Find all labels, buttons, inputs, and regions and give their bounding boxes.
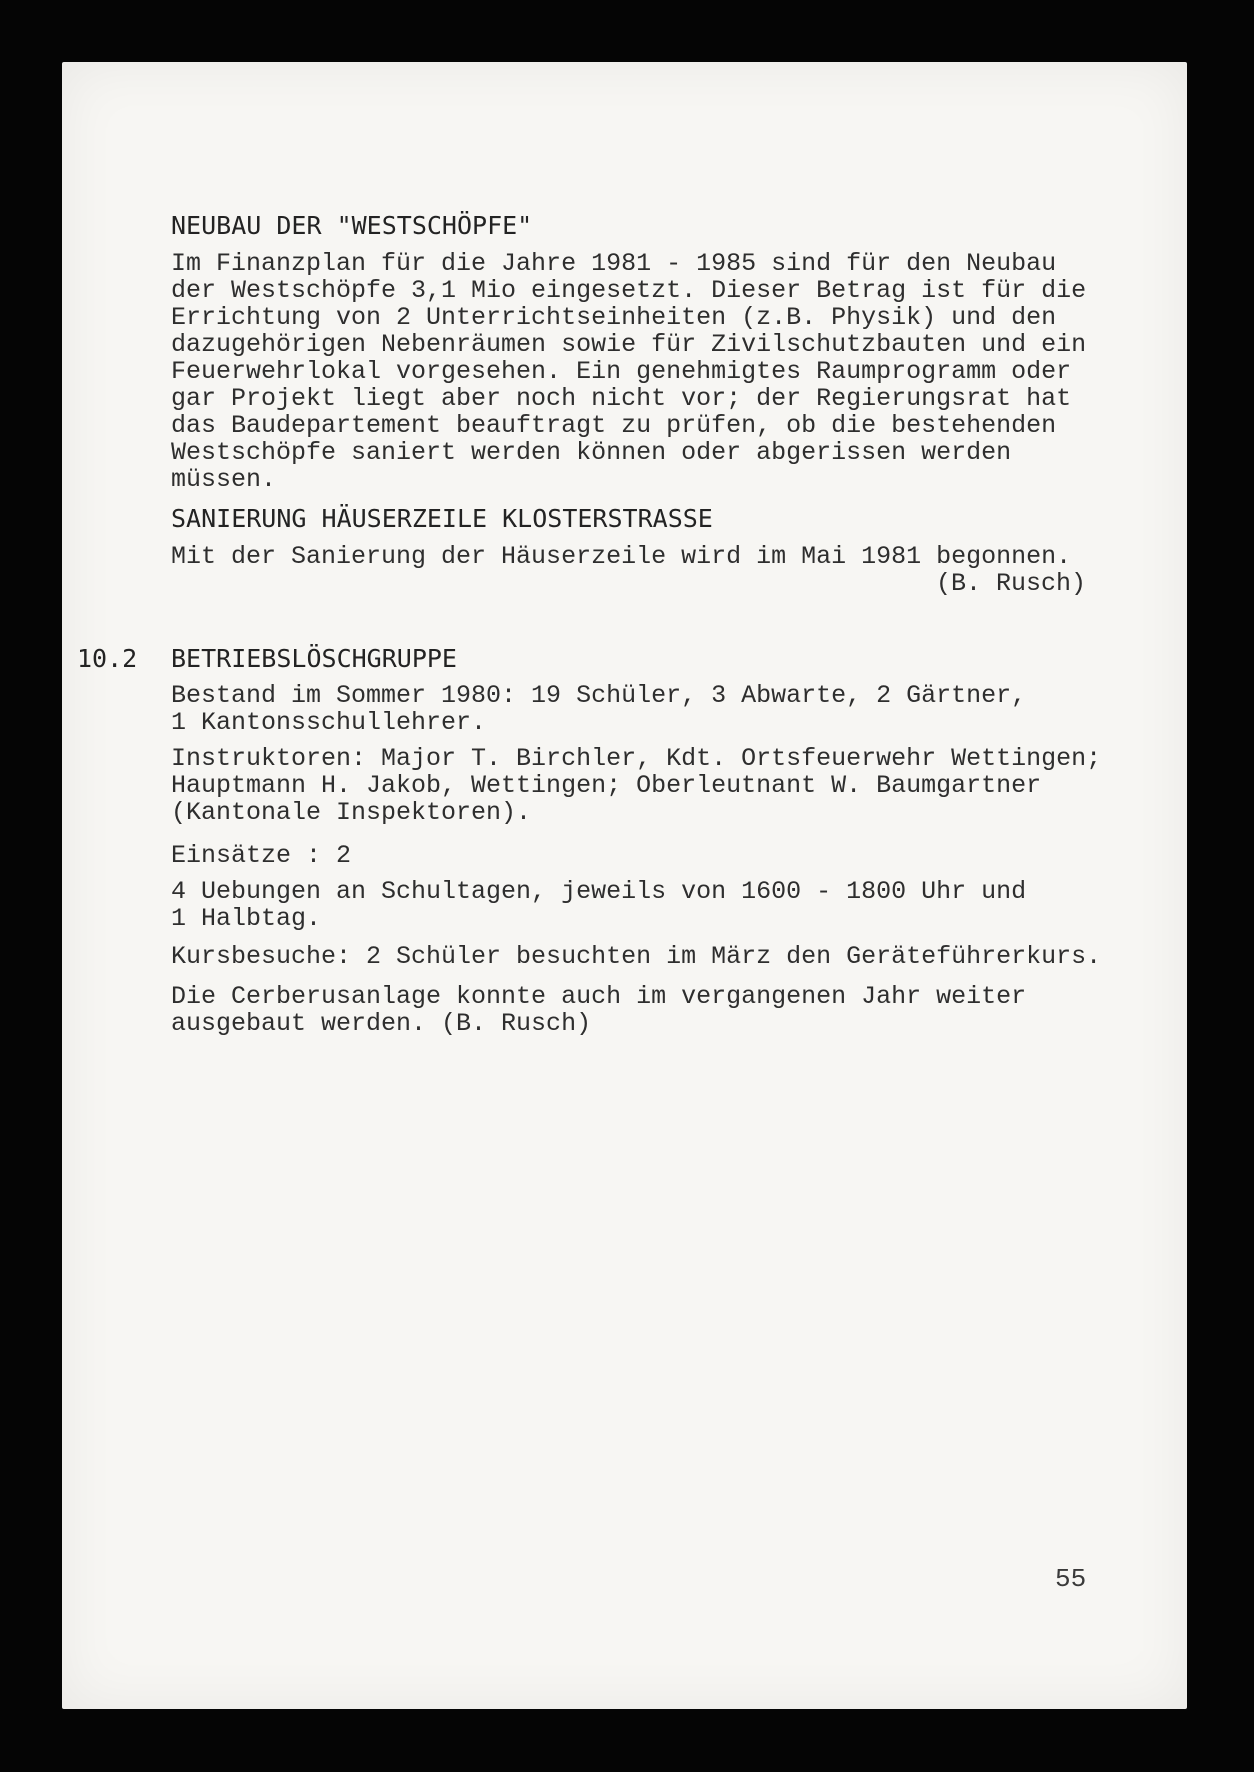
paragraph-sanierung — [171, 543, 1086, 597]
body-line: Hauptmann H. Jakob, Wettingen; Oberleutnant W. Baumgartner — [171, 771, 1042, 800]
body-line: das Baudepartement beauftragt zu prüfen, ob die bestehenden — [171, 411, 1057, 440]
body-line: Bestand im Sommer 1980: 19 Schüler, 3 Abwarte, 2 Gärtner, — [171, 681, 1027, 710]
page-number: 55 — [1055, 1564, 1087, 1594]
body-line: Feuerwehrlokal vorgesehen. Ein genehmigtes Raumprogramm oder — [171, 357, 1072, 386]
section-heading-betriebsloeschgruppe: BETRIEBSLÖSCHGRUPPE — [171, 644, 457, 673]
body-line: ausgebaut werden. (B. Rusch) — [171, 1009, 592, 1038]
paragraph-cerberus — [171, 983, 1086, 1037]
body-line: Einsätze : 2 — [171, 841, 352, 870]
body-line: Instruktoren: Major T. Birchler, Kdt. Ortsfeuerwehr Wettingen; — [171, 744, 1102, 773]
section-heading-neubau: NEUBAU DER "WESTSCHÖPFE" — [171, 211, 533, 240]
paragraph-uebungen — [171, 878, 1086, 932]
body-line: 1 Kantonsschullehrer. — [171, 708, 487, 737]
body-line: müssen. — [171, 465, 277, 494]
body-line: 4 Uebungen an Schultagen, jeweils von 1600 - 1800 Uhr und — [171, 877, 1027, 906]
section-heading-sanierung: SANIERUNG HÄUSERZEILE KLOSTERSTRASSE — [171, 504, 713, 533]
paragraph-bestand — [171, 682, 1086, 736]
body-line: Westschöpfe saniert werden können oder abgerissen werden — [171, 438, 1012, 467]
section-number: 10.2 — [77, 644, 138, 673]
paragraph-instruktoren — [171, 744, 1102, 827]
body-line: Mit der Sanierung der Häuserzeile wird im Mai 1981 begonnen. — [171, 542, 1072, 571]
body-line: Im Finanzplan für die Jahre 1981 - 1985 sind für den Neubau — [171, 249, 1057, 278]
paragraph-finanzplan — [171, 250, 1086, 493]
section-row-betriebsloeschgruppe — [77, 644, 1086, 673]
paragraph-kursbesuche — [171, 942, 1102, 971]
signature-line: (B. Rusch) — [935, 569, 1086, 598]
body-line: gar Projekt liegt aber noch nicht vor; der Regierungsrat hat — [171, 384, 1072, 413]
paragraph-einsaetze — [171, 842, 1086, 869]
body-line: 1 Halbtag. — [171, 904, 322, 933]
body-line: der Westschöpfe 3,1 Mio eingesetzt. Dieser Betrag ist für die — [171, 276, 1087, 305]
body-line: Errichtung von 2 Unterrichtseinheiten (z.B. Physik) und den — [171, 303, 1057, 332]
body-line: (Kantonale Inspektoren). — [171, 798, 532, 827]
body-line: dazugehörigen Nebenräumen sowie für Zivilschutzbauten und ein — [171, 330, 1087, 359]
body-line: Kursbesuche: 2 Schüler besuchten im März den Geräteführerkurs. — [171, 942, 1102, 971]
document-page — [62, 62, 1187, 1709]
page-content — [77, 211, 1102, 1038]
body-line: Die Cerberusanlage konnte auch im vergangenen Jahr weiter — [171, 982, 1027, 1011]
